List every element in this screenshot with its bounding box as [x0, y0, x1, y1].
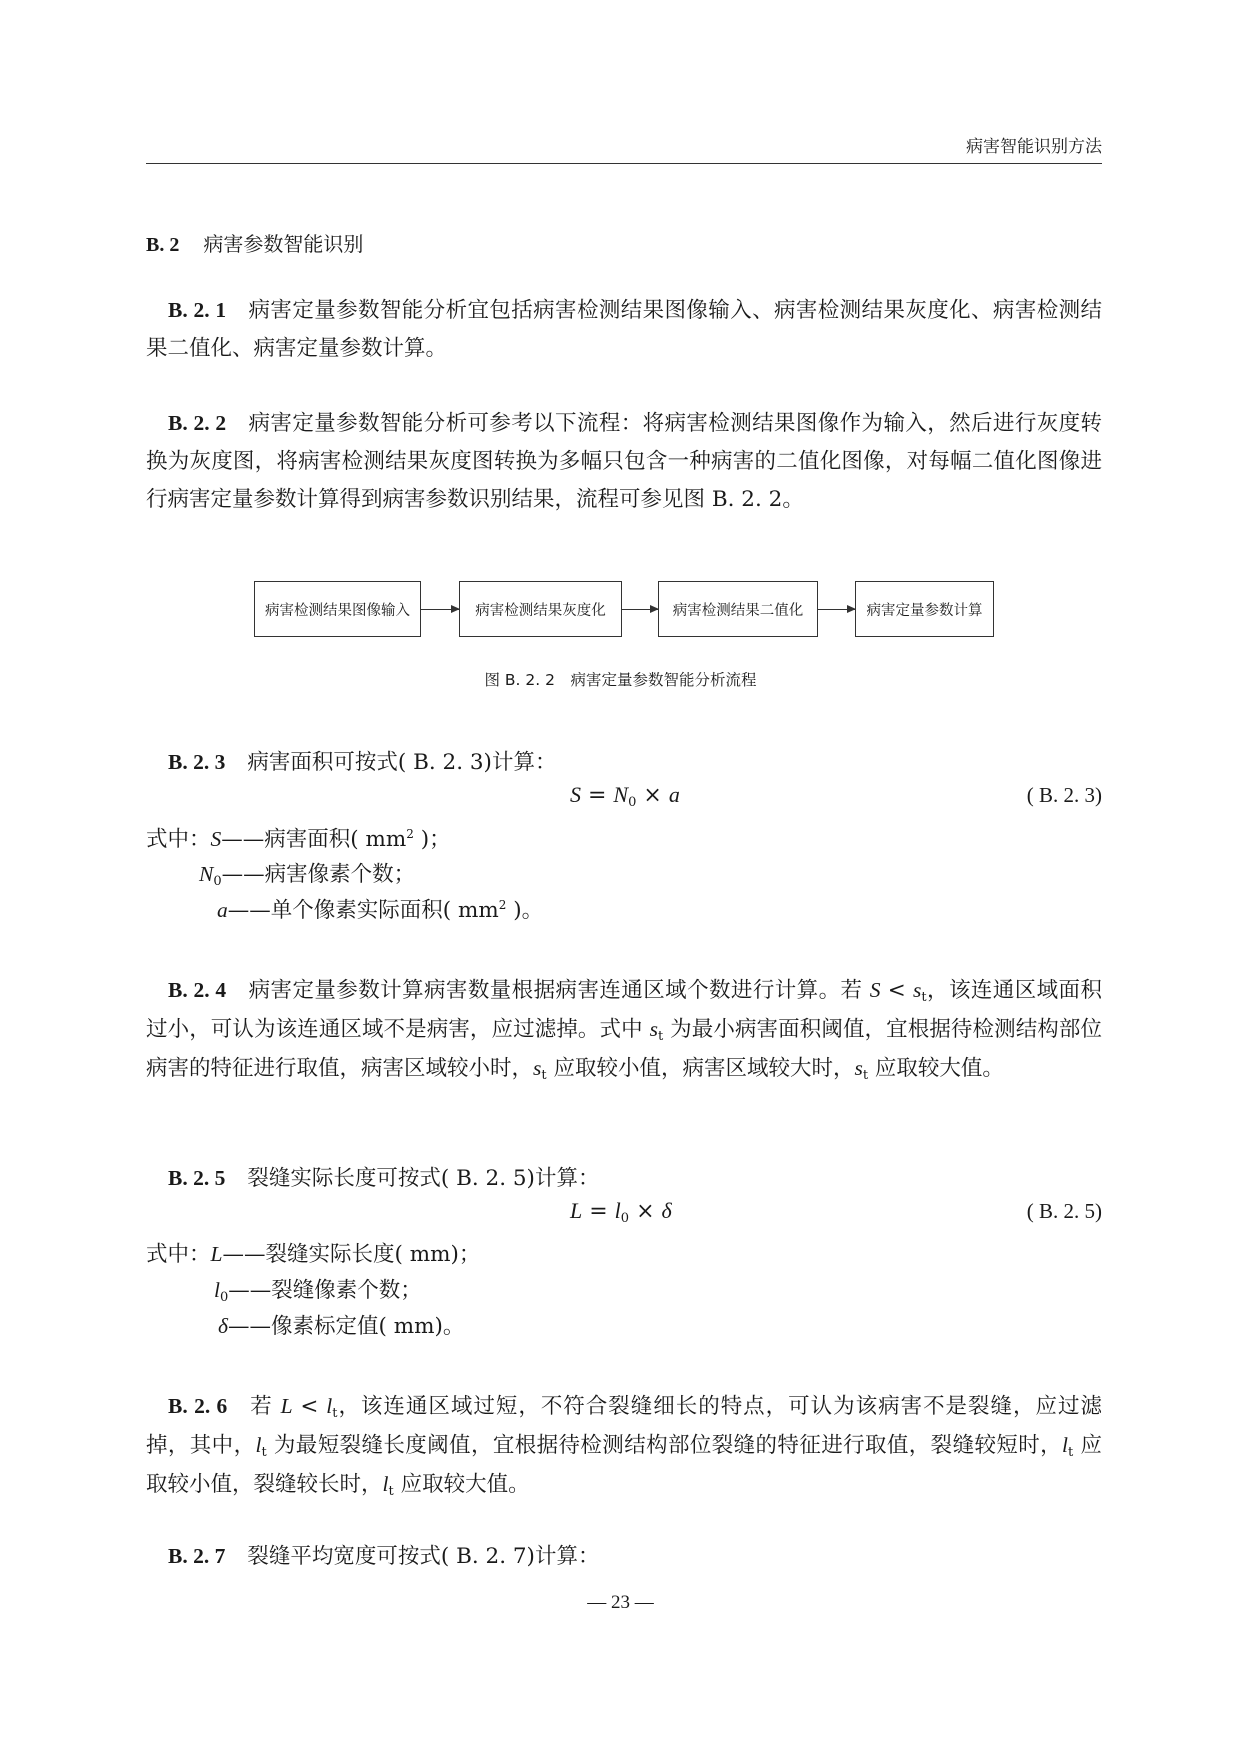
flow-arrow — [421, 609, 459, 610]
equation-b-2-5 — [570, 1198, 672, 1224]
page-number: — 23 — — [587, 1592, 654, 1613]
symbol-L: L — [280, 1394, 293, 1418]
section-title — [146, 228, 363, 257]
flow-arrow — [818, 609, 855, 610]
definition-row — [218, 1309, 464, 1340]
def-subscript: 0 — [219, 1290, 229, 1305]
clause-text: 应取较小值，裂缝较长时， — [146, 1433, 1102, 1497]
def-superscript: 2 — [406, 827, 414, 841]
def-text: ——病害像素个数； — [221, 862, 416, 887]
flow-box-label: 病害检测结果灰度化 — [475, 602, 606, 619]
clause-text: ，该连通区域过短，不符合裂缝细长的特点，可认为该病害不是裂缝，应过滤掉，其中， — [146, 1394, 1102, 1458]
clause-text: 病害面积可按式( B. 2. 3)计算： — [247, 750, 557, 775]
def-text-end: )。 — [506, 898, 544, 923]
flow-box-param-calc — [855, 581, 994, 637]
clause-number: B. 2. 3 — [168, 750, 226, 774]
eq-subscript: 0 — [620, 1211, 630, 1226]
clause-text: 应取较小值，病害区域较大时， — [546, 1056, 855, 1081]
clause-text: 应取较大值。 — [393, 1472, 530, 1497]
subscript: t — [658, 1029, 664, 1044]
clause-number: B. 2. 7 — [168, 1544, 226, 1568]
clause-text: 裂缝平均宽度可按式( B. 2. 7)计算： — [247, 1544, 600, 1569]
clause-b-2-6 — [146, 1387, 1102, 1504]
clause-text: 病害定量参数计算病害数量根据病害连通区域个数进行计算。若 — [248, 978, 870, 1003]
symbol-lt: l — [1062, 1433, 1069, 1457]
definition-row — [214, 1273, 422, 1304]
eq-op: × — [636, 783, 669, 808]
clause-text: 为最短裂缝长度阈值，宜根据待检测结构部位裂缝的特征进行取值，裂缝较短时， — [266, 1433, 1063, 1458]
def-text: ——病害面积( mm — [221, 827, 407, 852]
subscript: t — [862, 1068, 869, 1083]
eq-op: = — [582, 1199, 615, 1224]
def-subscript: 0 — [213, 874, 222, 889]
header-rule — [146, 163, 1102, 164]
def-text: ——单个像素实际面积( mm — [227, 898, 499, 923]
symbol-lt: l — [255, 1433, 262, 1457]
eq-symbol: δ — [661, 1198, 672, 1223]
definition-row — [199, 857, 415, 888]
eq-op: × — [629, 1199, 662, 1224]
where-label: 式中： — [146, 1242, 211, 1267]
subscript: t — [921, 990, 927, 1005]
flow-arrow — [622, 609, 658, 610]
eq-symbol: N — [613, 782, 629, 807]
clause-text: ，该连通区域面积过小，可认为该连通区域不是病害，应过滤掉。式中 — [146, 978, 1102, 1042]
eq-symbol: L — [570, 1198, 583, 1223]
eq-symbol: S — [570, 782, 581, 807]
equation-b-2-3 — [570, 782, 680, 808]
def-superscript: 2 — [498, 898, 507, 912]
symbol-st: s — [854, 1056, 863, 1080]
op: < — [880, 978, 913, 1003]
clause-b-2-7 — [146, 1537, 1102, 1576]
def-text: ——像素标定值( mm)。 — [228, 1314, 465, 1339]
clause-text: 裂缝实际长度可按式( B. 2. 5)计算： — [247, 1166, 600, 1191]
subscript: t — [1068, 1445, 1074, 1460]
clause-b-2-2 — [146, 404, 1102, 519]
clause-text: 应取较大值。 — [868, 1056, 1004, 1081]
eq-symbol: a — [668, 782, 680, 807]
clause-b-2-4 — [146, 971, 1102, 1088]
clause-number: B. 2. 6 — [168, 1394, 228, 1418]
def-symbol: S — [210, 827, 222, 851]
symbol-s: S — [869, 978, 881, 1002]
subscript: t — [388, 1484, 394, 1499]
flow-box-label: 病害检测结果二值化 — [672, 602, 804, 619]
symbol-st: s — [533, 1056, 542, 1080]
section-title-text: 病害参数智能识别 — [203, 232, 364, 256]
where-label: 式中： — [146, 827, 211, 852]
def-text-end: )； — [413, 827, 451, 852]
eq-subscript: 0 — [628, 795, 637, 810]
def-symbol: l — [214, 1278, 220, 1302]
def-symbol: L — [210, 1242, 223, 1266]
symbol-lt: l — [382, 1472, 389, 1496]
clause-text: 病害定量参数智能分析宜包括病害检测结果图像输入、病害检测结果灰度化、病害检测结果二值化、病害定量参数计算。 — [146, 298, 1102, 361]
def-symbol: N — [199, 862, 214, 886]
clause-text: 为最小病害面积阈值，宜根据待检测结构部位病害的特征进行取值，病害区域较小时， — [146, 1017, 1102, 1081]
definition-row — [217, 893, 543, 924]
def-symbol: δ — [218, 1314, 228, 1338]
flow-box-image-input — [254, 581, 421, 637]
clause-number: B. 2. 1 — [168, 298, 227, 322]
flow-box-label: 病害定量参数计算 — [866, 602, 983, 619]
subscript: t — [261, 1445, 267, 1460]
eq-symbol: l — [614, 1198, 621, 1223]
figure-caption: 图 B. 2. 2 病害定量参数智能分析流程 — [484, 671, 757, 689]
flow-box-binarize — [658, 581, 818, 637]
subscript: t — [541, 1068, 547, 1083]
section-number: B. 2 — [146, 234, 180, 256]
def-text: ——裂缝实际长度( mm)； — [222, 1242, 481, 1267]
op: < — [292, 1394, 327, 1419]
running-header: 病害智能识别方法 — [966, 137, 1102, 157]
flow-box-grayscale — [459, 581, 622, 637]
clause-number: B. 2. 4 — [168, 978, 227, 1002]
definition-row — [146, 1237, 480, 1268]
symbol-st: s — [649, 1017, 659, 1041]
clause-text: 若 — [249, 1394, 281, 1419]
eq-op: = — [581, 783, 614, 808]
symbol-lt: l — [326, 1394, 333, 1418]
equation-number: ( B. 2. 5) — [1026, 1199, 1102, 1223]
clause-b-2-3 — [146, 743, 1102, 782]
clause-number: B. 2. 5 — [168, 1166, 226, 1190]
clause-number: B. 2. 2 — [168, 411, 227, 435]
equation-number: ( B. 2. 3) — [1026, 783, 1102, 807]
def-text: ——裂缝像素个数； — [228, 1278, 422, 1303]
flow-box-label: 病害检测结果图像输入 — [265, 602, 410, 619]
clause-b-2-5 — [146, 1159, 1102, 1198]
def-symbol: a — [217, 898, 228, 922]
subscript: t — [332, 1406, 338, 1421]
clause-b-2-1 — [146, 291, 1102, 368]
clause-text: 病害定量参数智能分析可参考以下流程：将病害检测结果图像作为输入，然后进行灰度转换为灰度图，将病害检测结果灰度图转换为多幅只包含一种病害的二值化图像，对每幅二值化图像进行病害定量参数计算得到病害参数识别结果，流程可参见图 B. 2. 2。 — [146, 411, 1102, 512]
symbol-st: s — [912, 978, 922, 1002]
definition-row — [146, 822, 451, 853]
